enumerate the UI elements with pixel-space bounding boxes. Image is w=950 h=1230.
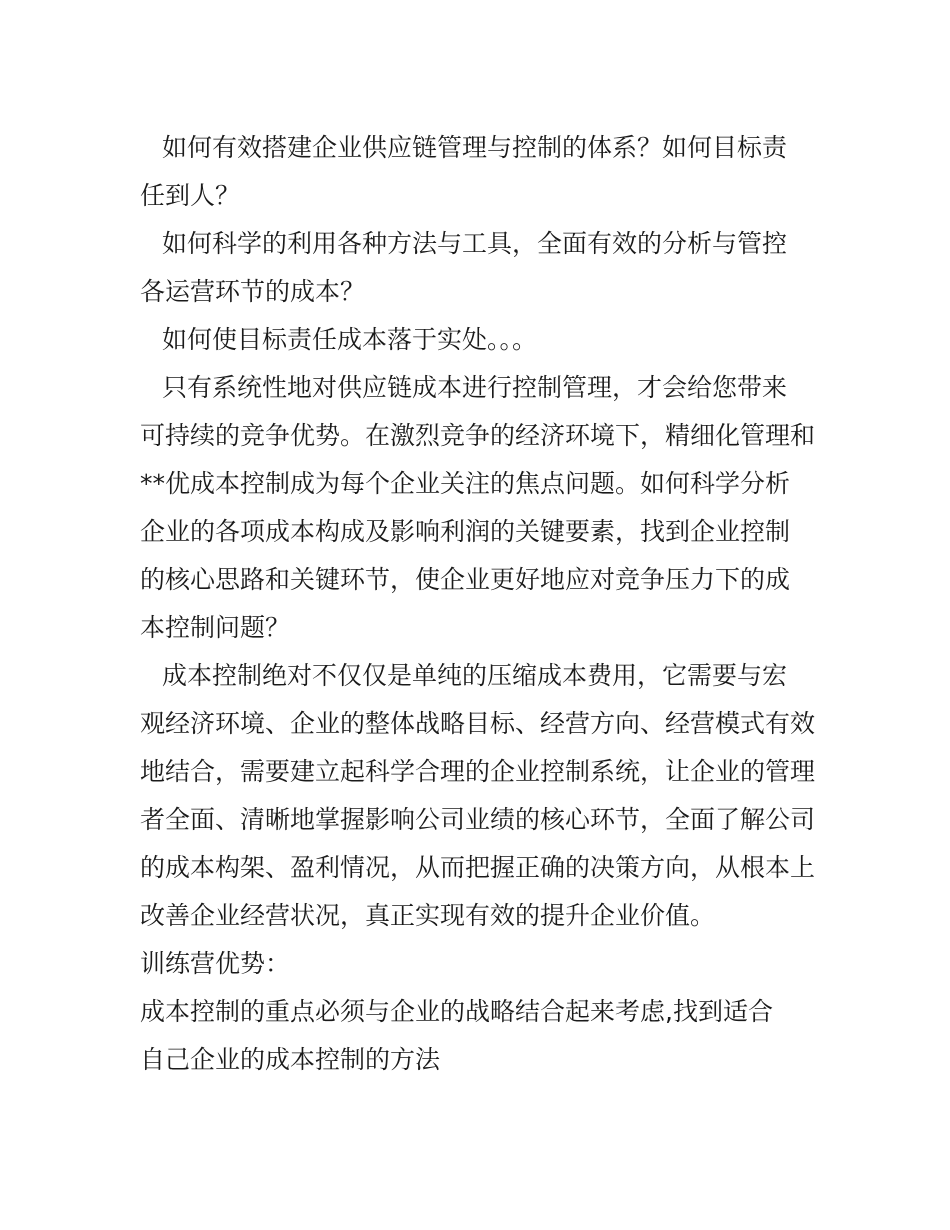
text-line: 自己企业的成本控制的方法 <box>140 1045 441 1074</box>
text-line: 成本控制绝对不仅仅是单纯的压缩成本费用，它需要与宏 <box>162 661 788 690</box>
text-line: 的成本构架、盈利情况，从而把握正确的决策方向，从根本上 <box>140 853 816 882</box>
text-line: 的核心思路和关键环节，使企业更好地应对竞争压力下的成 <box>140 565 791 594</box>
text-line: 成本控制的重点必须与企业的战略结合起来考虑,找到适合 <box>140 997 773 1026</box>
text-line: 如何科学的利用各种方法与工具，全面有效的分析与管控 <box>162 229 788 258</box>
document-body <box>140 124 816 1084</box>
text-line: **优成本控制成为每个企业关注的焦点问题。如何科学分析 <box>140 469 791 498</box>
text-line: 企业的各项成本构成及影响利润的关键要素，找到企业控制 <box>140 517 791 546</box>
text-line: 只有系统性地对供应链成本进行控制管理，才会给您带来 <box>162 373 788 402</box>
text-line: 者全面、清晰地掌握影响公司业绩的核心环节，全面了解公司 <box>140 805 816 834</box>
text-line: 改善企业经营状况，真正实现有效的提升企业价值。 <box>140 901 716 930</box>
text-line: 可持续的竞争优势。在激烈竞争的经济环境下，精细化管理和 <box>140 421 816 450</box>
text-line: 本控制问题？ <box>140 613 291 642</box>
text-line: 地结合，需要建立起科学合理的企业控制系统，让企业的管理 <box>140 757 816 786</box>
section-heading: 训练营优势： <box>140 949 291 978</box>
text-line: 任到人？ <box>140 181 241 210</box>
text-line: 如何有效搭建企业供应链管理与控制的体系？如何目标责 <box>162 133 788 162</box>
text-line: 观经济环境、企业的整体战略目标、经营方向、经营模式有效 <box>140 709 816 738</box>
text-line: 如何使目标责任成本落于实处。。。 <box>162 325 538 354</box>
text-line: 各运营环节的成本？ <box>140 277 366 306</box>
